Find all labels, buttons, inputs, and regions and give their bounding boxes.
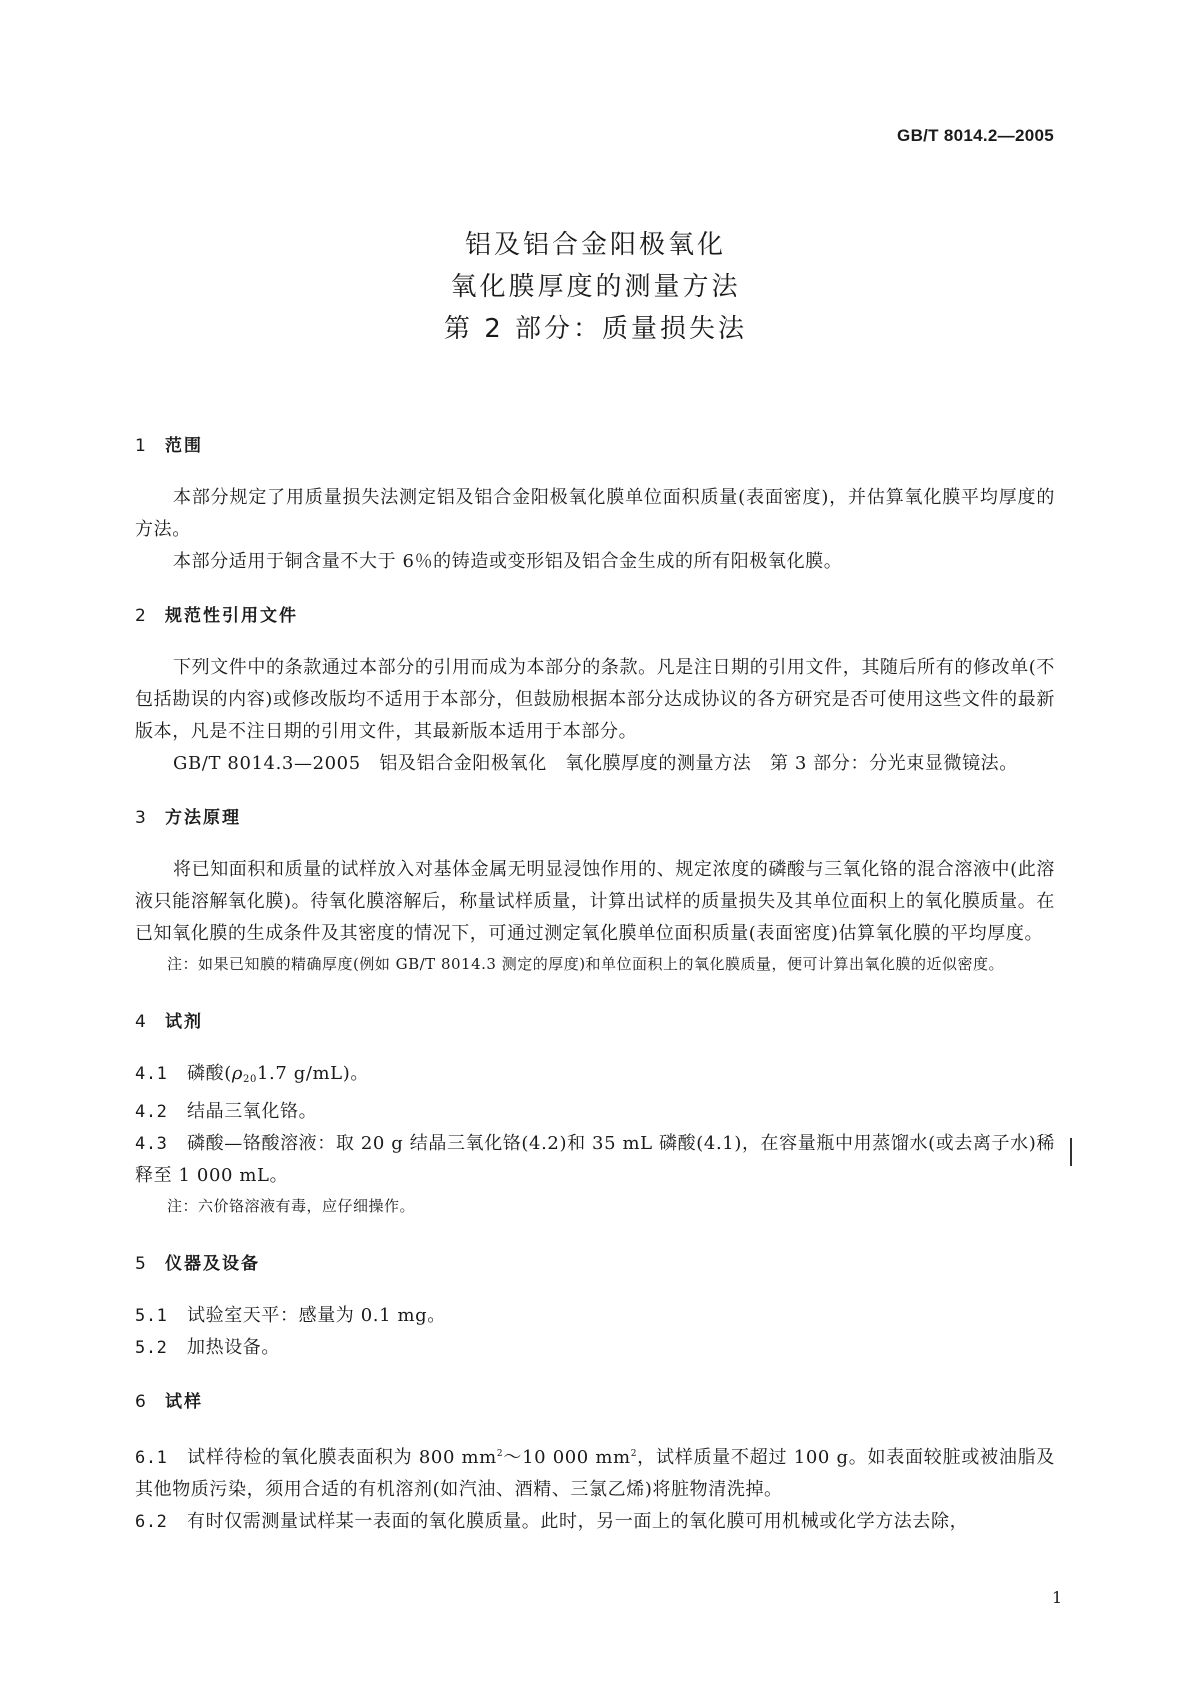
section-number: 5 (135, 1254, 148, 1274)
revision-margin-bar (1070, 1138, 1072, 1166)
section-3-heading (135, 802, 1055, 834)
title-line-3: 第 2 部分：质量损失法 (443, 314, 748, 344)
document-title (0, 224, 1191, 350)
superscript: 2 (630, 1449, 638, 1459)
item-number: 4.2 (135, 1102, 168, 1122)
item-5-1 (135, 1300, 1055, 1332)
section-title: 范围 (165, 436, 203, 456)
item-5-2 (135, 1332, 1055, 1364)
item-6-2 (135, 1506, 1055, 1538)
section-5-heading (135, 1248, 1055, 1280)
item-text: 1.7 g/mL)。 (256, 1063, 369, 1084)
section-2-reference: GB/T 8014.3—2005 铝及铝合金阳极氧化 氧化膜厚度的测量方法 第 3 部分：分光束显微镜法。 (173, 753, 1018, 774)
section-number: 4 (135, 1012, 148, 1032)
item-number: 4.3 (135, 1134, 168, 1154)
item-number: 6.2 (135, 1512, 168, 1532)
section-2-heading (135, 600, 1055, 632)
section-number: 1 (135, 436, 148, 456)
section-number: 3 (135, 808, 148, 828)
item-4-2 (135, 1096, 1055, 1128)
section-4-heading (135, 1006, 1055, 1038)
rho-subscript: 20 (243, 1074, 257, 1085)
rho-symbol: ρ (231, 1063, 244, 1084)
section-1-paragraph-2: 本部分适用于铜含量不大于 6％的铸造或变形铝及铝合金生成的所有阳极氧化膜。 (173, 551, 843, 572)
standard-number: GB/T 8014.2—2005 (897, 126, 1054, 145)
document-body (135, 418, 1055, 1538)
section-number: 2 (135, 606, 148, 626)
item-text: 磷酸—铬酸溶液：取 20 g 结晶三氧化铬(4.2)和 35 mL 磷酸(4.1)，在容量瓶中用蒸馏水(或去离子水)稀释至 1 000 mL。 (135, 1133, 1055, 1186)
section-2-paragraph-1: 下列文件中的条款通过本部分的引用而成为本部分的条款。凡是注日期的引用文件，其随后所有的修改单(不包括勘误的内容)或修改版均不适用于本部分，但鼓励根据本部分达成协议的各方研究是否可使用这些文件的最新版本，凡是不注日期的引用文件，其最新版本适用于本部分。 (135, 657, 1055, 742)
section-1-heading (135, 430, 1055, 462)
section-3-note: 注：如果已知膜的精确厚度(例如 GB/T 8014.3 测定的厚度)和单位面积上的氧化膜质量，便可计算出氧化膜的近似密度。 (167, 955, 1005, 973)
section-number: 6 (135, 1392, 148, 1412)
item-text: 结晶三氧化铬。 (187, 1101, 318, 1122)
item-number: 5.1 (135, 1306, 168, 1326)
page-number: 1 (1052, 1588, 1063, 1607)
section-1-paragraph-1: 本部分规定了用质量损失法测定铝及铝合金阳极氧化膜单位面积质量(表面密度)，并估算氧化膜平均厚度的方法。 (135, 487, 1055, 540)
title-line-1: 铝及铝合金阳极氧化 (464, 230, 726, 260)
item-number: 4.1 (135, 1064, 168, 1084)
item-4-3 (135, 1128, 1055, 1192)
item-6-1 (135, 1438, 1055, 1506)
section-title: 试剂 (165, 1012, 203, 1032)
item-text: 加热设备。 (187, 1337, 280, 1358)
section-3-paragraph-1: 将已知面积和质量的试样放入对基体金属无明显浸蚀作用的、规定浓度的磷酸与三氧化铬的混合溶液中(此溶液只能溶解氧化膜)。待氧化膜溶解后，称量试样质量，计算出试样的质量损失及其单位面积上的氧化膜质量。在已知氧化膜的生成条件及其密度的情况下，可通过测定氧化膜单位面积质量(表面密度)估算氧化膜的平均厚度。 (135, 859, 1055, 944)
title-line-2: 氧化膜厚度的测量方法 (450, 272, 741, 302)
superscript: 2 (496, 1449, 504, 1459)
item-text: 试验室天平：感量为 0.1 mg。 (187, 1305, 446, 1326)
item-text: ，试样质量不超过 100 g。如表面较脏或被油脂及其他物质污染，须用合适的有机溶剂(如汽油、酒精、三氯乙烯)将脏物清洗掉。 (135, 1447, 1055, 1500)
section-6-heading (135, 1386, 1055, 1418)
item-text: 有时仅需测量试样某一表面的氧化膜质量。此时，另一面上的氧化膜可用机械或化学方法去除， (187, 1511, 969, 1532)
item-number: 5.2 (135, 1338, 168, 1358)
item-text: 磷酸( (187, 1063, 232, 1084)
section-title: 规范性引用文件 (165, 606, 298, 626)
section-title: 仪器及设备 (165, 1254, 260, 1274)
section-title: 试样 (165, 1392, 203, 1412)
section-title: 方法原理 (165, 808, 241, 828)
item-number: 6.1 (135, 1448, 168, 1468)
section-4-note: 注：六价铬溶液有毒，应仔细操作。 (167, 1197, 416, 1215)
item-4-1 (135, 1058, 1055, 1096)
item-text: ～10 000 mm (503, 1447, 631, 1468)
item-text: 试样待检的氧化膜表面积为 800 mm (187, 1447, 497, 1468)
